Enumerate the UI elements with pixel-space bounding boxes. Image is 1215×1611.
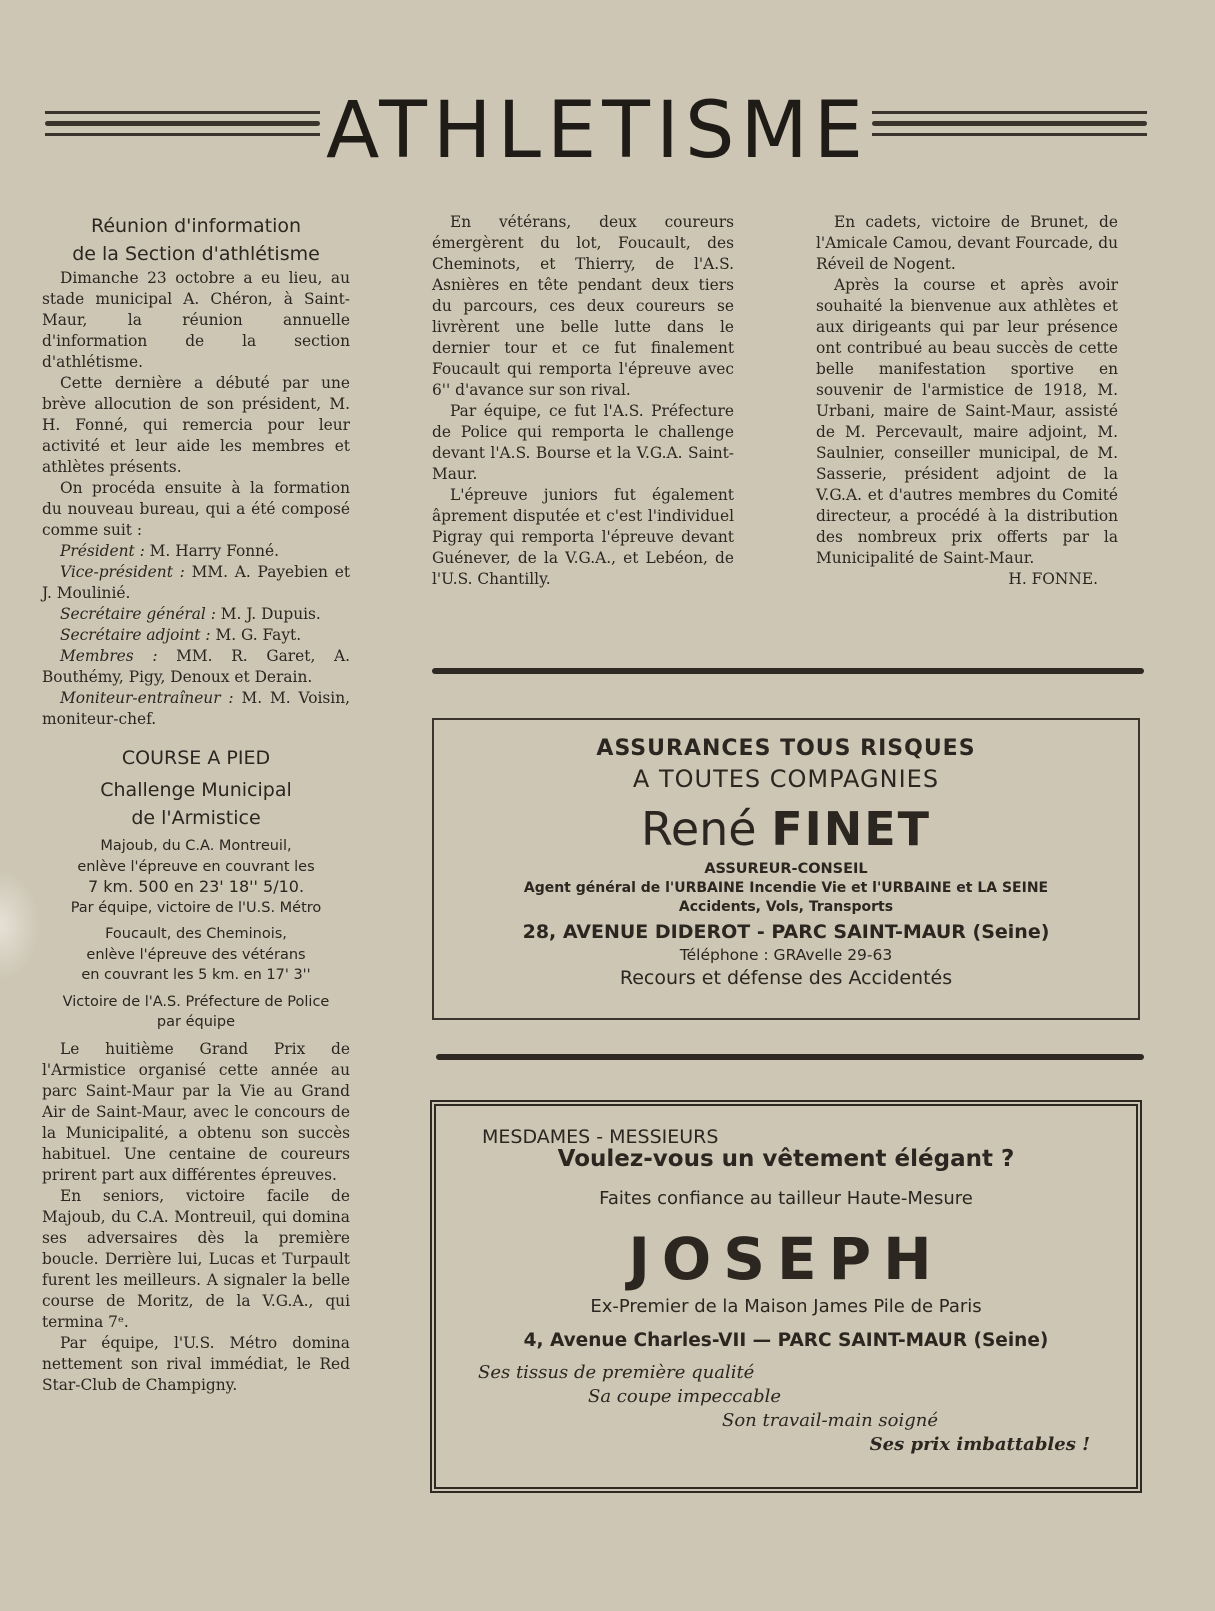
ad-question: Voulez-vous un vêtement élégant ? [557, 1146, 1015, 1172]
role-label: Président : [60, 542, 145, 560]
ad-former: Ex-Premier de la Maison James Pile de Paris [590, 1296, 982, 1317]
role-name: MM. A. Payebien et J. Moulinié. [42, 563, 351, 602]
bureau-member [42, 646, 350, 688]
paragraph: Après la course et après avoir souhaité la bienvenue aux athlètes et aux dirigeants qui par leur présence ont contribué au beau succès de cette belle manifestation sportive en souvenir de l'armistice de 1918, M. Urbani, maire de Saint-Maur, assisté de M. Percevault, maire adjoint, M. Saulnier, conseiller municipal, de M. Sasserie, président adjoint de la V.G.A. et d'autres membres du Comité directeur, a procédé à la distribution des nombreux prix offerts par la Municipalité de Saint-Maur. [816, 276, 1118, 567]
title-rule-left [45, 111, 320, 151]
heading-line: de l'Armistice [131, 807, 261, 829]
summary-line: Victoire de l'A.S. Préfecture de Police [62, 993, 330, 1010]
ad-role: ASSUREUR-CONSEIL [704, 861, 868, 877]
ad-subheadline: A TOUTES COMPAGNIES [632, 765, 940, 793]
role-label: Moniteur-entraîneur : [60, 689, 234, 707]
summary-line: enlève l'épreuve en couvrant les [77, 858, 315, 875]
ad-benefit: Ses prix imbattables ! [869, 1434, 1090, 1455]
paragraph: Par équipe, l'U.S. Métro domina nettement son rival immédiat, le Red Star-Club de Champigny. [42, 1333, 350, 1394]
title-banner [40, 86, 1140, 176]
last-name: FINET [771, 802, 932, 856]
result-summary-veterans [42, 924, 350, 986]
role-name: M. J. Dupuis. [215, 605, 321, 623]
separator-rule [436, 1054, 1144, 1060]
summary-line: Par équipe, victoire de l'U.S. Métro [70, 899, 322, 916]
role-name: M. M. Voisin, moniteur-chef. [42, 689, 351, 728]
result-summary-team [42, 992, 350, 1033]
ad-phone: Téléphone : GRAvelle 29-63 [679, 946, 893, 964]
ad-agent-line: Agent général de l'URBAINE Incendie Vie et l'URBAINE et LA SEINE [523, 880, 1049, 896]
section-heading [42, 212, 350, 268]
summary-line: par équipe [156, 1014, 236, 1030]
summary-line: Foucault, des Cheminois, [105, 926, 287, 942]
summary-line: en couvrant les 5 km. en 17' 3'' [81, 967, 311, 983]
ad-tailor-name: JOSEPH [628, 1225, 944, 1293]
result-summary-seniors [42, 836, 350, 918]
role-name: MM. R. Garet, A. Bouthémy, Pigy, Denoux et Derain. [42, 647, 350, 686]
ad-benefit: Ses tissus de première qualité [478, 1362, 755, 1383]
paragraph: Par équipe, ce fut l'A.S. Préfecture de Police qui remporta le challenge devant l'A.S. Bourse et la V.G.A. Saint-Maur. [432, 402, 734, 483]
role-label: Vice-président : [60, 563, 185, 581]
page-title: ATHLETISME [325, 86, 870, 176]
ad-footer: Recours et défense des Accidentés [619, 967, 953, 989]
ad-benefit: Sa coupe impeccable [588, 1386, 782, 1407]
paragraph: Le huitième Grand Prix de l'Armistice organisé cette année au parc Saint-Maur par la Vie au Grand Air de Saint-Maur, avec le concours de la Municipalité, a obtenu son succès habituel. Une centaine de coureurs prirent part aux différentes épreuves. [42, 1039, 350, 1184]
paragraph: En vétérans, deux coureurs émergèrent du lot, Foucault, des Cheminots, et Thierry, de l'A.S. Asnières en tête pendant deux tiers du parcours, ces deux coureurs se livrèrent une belle lutte dans le dernier tour et ce fut finalement Foucault qui remporta l'épreuve avec 6'' d'avance sur son rival. [432, 213, 734, 399]
bureau-member [42, 541, 350, 562]
column-3 [816, 212, 1118, 590]
bureau-member [42, 625, 350, 646]
paragraph: On procéda ensuite à la formation du nouveau bureau, qui a été composé comme suit : [42, 479, 350, 539]
ad-agent-name [434, 803, 1138, 855]
article-signature: H. FONNE. [1008, 570, 1098, 588]
challenge-title [42, 776, 350, 832]
role-label: Secrétaire adjoint : [60, 626, 211, 644]
ad-benefit: Son travail-main soigné [722, 1410, 939, 1431]
role-label: Membres : [60, 647, 158, 665]
title-rule-right [872, 111, 1147, 151]
course-title: COURSE A PIED [121, 747, 271, 769]
paragraph: Dimanche 23 octobre a eu lieu, au stade municipal A. Chéron, à Saint-Maur, la réunion annuelle d'information de la section d'athlétisme. [42, 269, 350, 371]
column-2 [432, 212, 734, 590]
bureau-member [42, 688, 350, 730]
heading-line: Réunion d'information [90, 215, 302, 237]
paragraph: En seniors, victoire facile de Majoub, du C.A. Montreuil, qui domina ses adversaires dès la première boucle. Derrière lui, Lucas et Turpault furent les meilleurs. A signaler la belle course de Moritz, de la V.G.A., qui termina 7ᵉ. [42, 1186, 350, 1331]
heading-line: de la Section d'athlétisme [72, 243, 320, 265]
paper-damage [0, 870, 40, 980]
ad-address: 4, Avenue Charles-VII — PARC SAINT-MAUR (Seine) [523, 1330, 1049, 1351]
tailor-advertisement [430, 1100, 1142, 1493]
ad-greeting: MESDAMES - MESSIEURS [482, 1126, 719, 1148]
summary-line: enlève l'épreuve des vétérans [86, 946, 306, 963]
heading-line: Challenge Municipal [100, 779, 292, 801]
role-name: M. G. Fayt. [210, 626, 302, 644]
bureau-member [42, 562, 350, 604]
paragraph: En cadets, victoire de Brunet, de l'Amicale Camou, devant Fourcade, du Réveil de Nogent. [816, 213, 1118, 273]
ad-address: 28, AVENUE DIDEROT - PARC SAINT-MAUR (Seine) [522, 921, 1050, 943]
first-name: René [640, 802, 757, 856]
bureau-member [42, 604, 350, 625]
role-label: Secrétaire général : [60, 605, 216, 623]
ad-types: Accidents, Vols, Transports [678, 899, 894, 915]
column-1 [42, 212, 350, 1396]
separator-rule [432, 668, 1144, 674]
summary-line: 7 km. 500 en 23' 18'' 5/10. [87, 877, 305, 896]
ad-headline: ASSURANCES TOUS RISQUES [596, 736, 976, 761]
role-name: M. Harry Fonné. [144, 542, 280, 560]
insurance-advertisement [432, 718, 1140, 1020]
ad-trust: Faites confiance au tailleur Haute-Mesure [599, 1188, 973, 1209]
paragraph: Cette dernière a débuté par une brève allocution de son président, M. H. Fonné, qui remercia pour leur activité et leur aide les membres et athlètes présents. [42, 374, 350, 476]
paragraph: L'épreuve juniors fut également âprement disputée et c'est l'individuel Pigray qui remporta l'épreuve devant Guénever, de la V.G.A., et Lebéon, de l'U.S. Chantilly. [432, 486, 734, 588]
summary-line: Majoub, du C.A. Montreuil, [100, 838, 292, 854]
